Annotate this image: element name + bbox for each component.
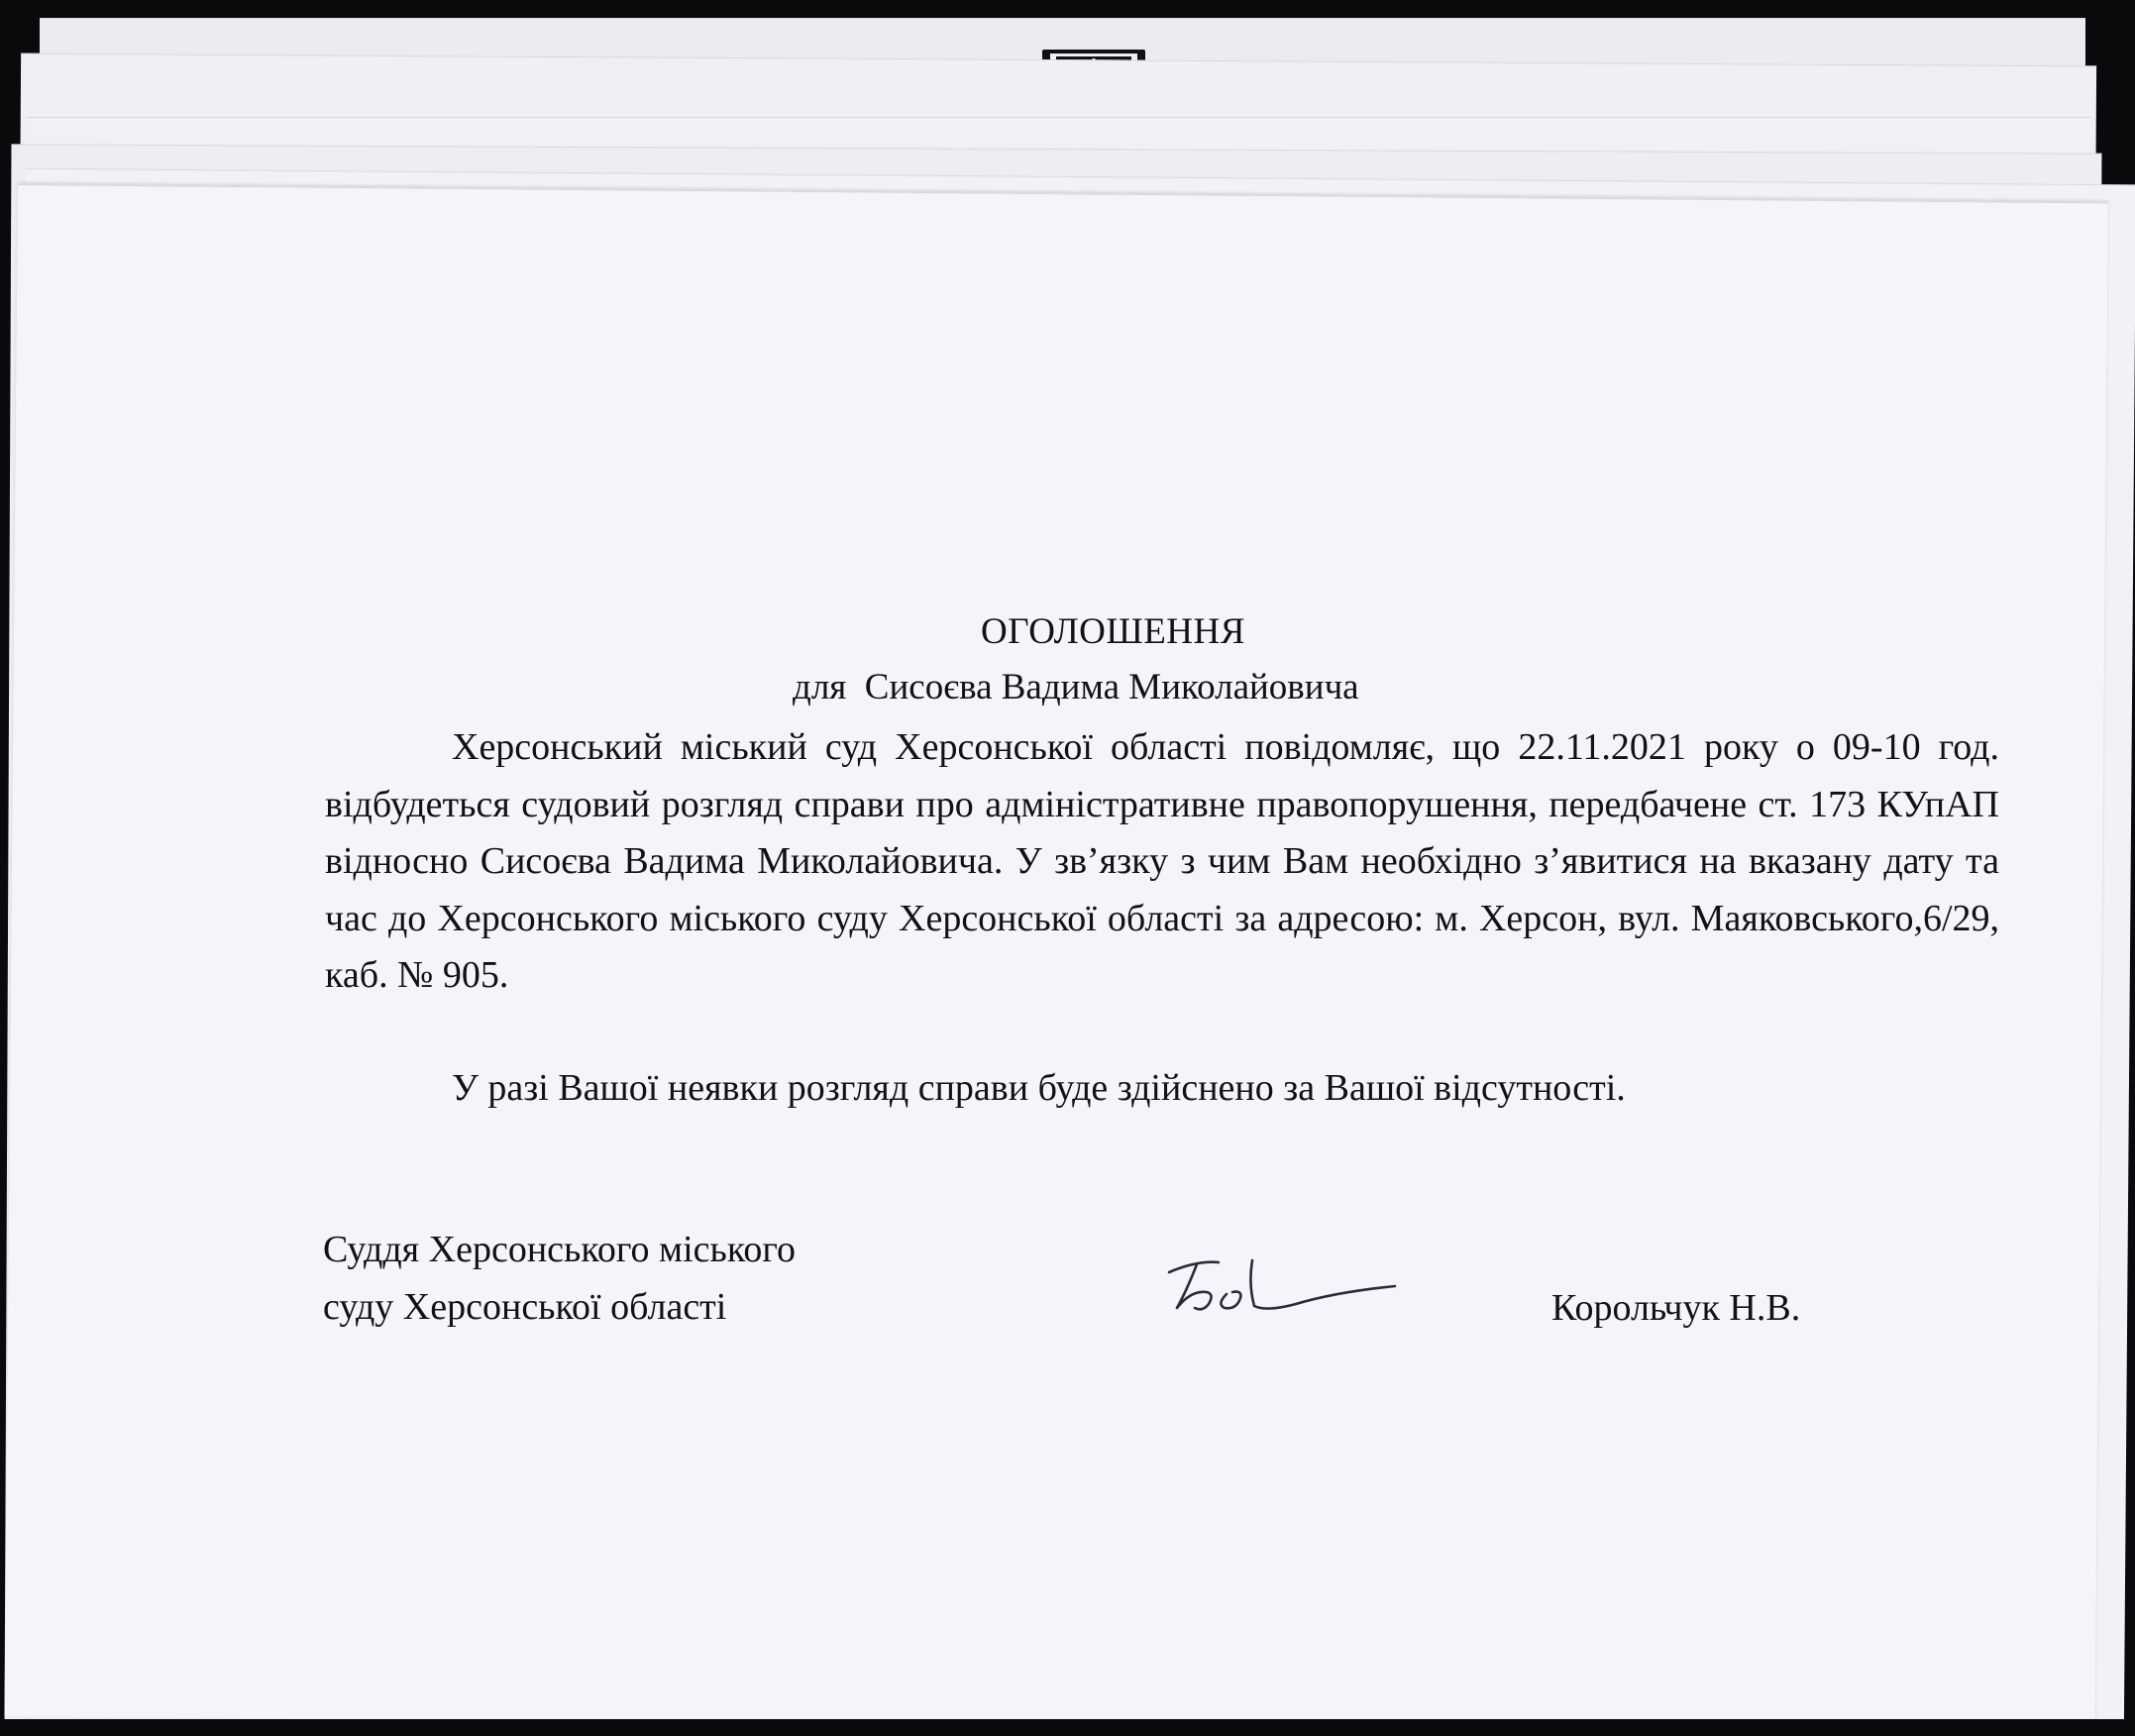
judge-position: [323, 1221, 796, 1336]
background-surface: [0, 1719, 2135, 1736]
absence-paragraph: У разі Вашої неявки розгляд справи буде здійснено за Вашої відсутності.: [452, 1067, 1626, 1109]
judge-position-line: суду Херсонської області: [323, 1286, 727, 1328]
document-title: ОГОЛОШЕННЯ: [981, 611, 1245, 652]
notice-paragraph: Херсонський міський суд Херсонської області повідомляє, що 22.11.2021 року о 09-10 год. відбудеться судовий розгляд справи про адміністративне правопорушення, передбачене ст. 173 КУпАП відносно Сисоєва Вадима Миколайовича. У зв’язку з чим Вам необхідно з’явитися на вказану дату та час до Херсонського міського суду Херсонської області за адресою: м. Херсон, вул. Маяковського,6/29, каб. № 905.: [325, 726, 1999, 996]
judge-name: Корольчук Н.В.: [1551, 1287, 1801, 1329]
handwritten-signature: [1157, 1250, 1415, 1335]
judge-position-line: Суддя Херсонського міського: [323, 1229, 797, 1270]
document-subtitle: для Сисоєва Вадима Миколайовича: [793, 667, 1359, 707]
